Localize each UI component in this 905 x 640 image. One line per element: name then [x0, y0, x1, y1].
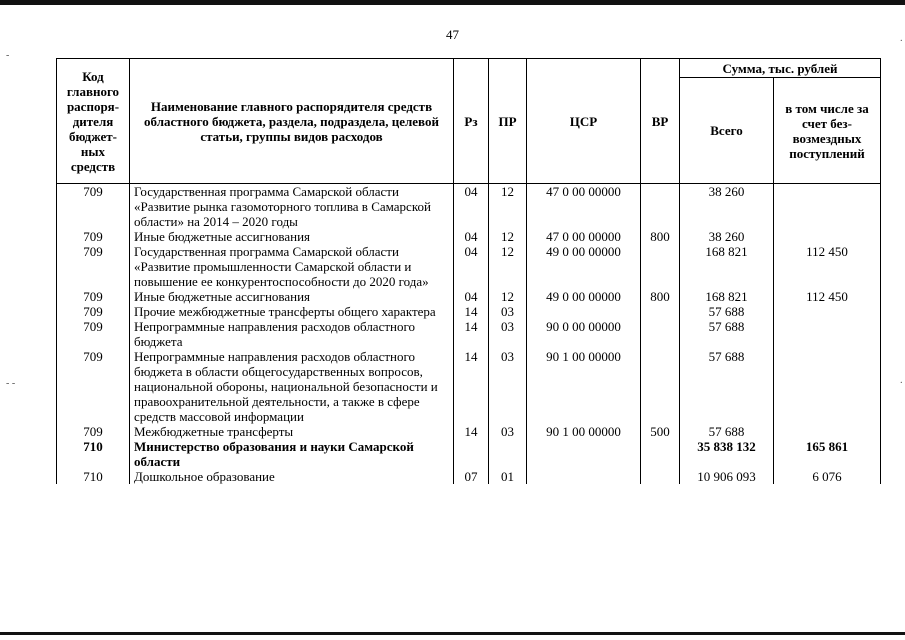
row-vr: 800: [641, 289, 680, 304]
row-code: 709: [57, 184, 130, 230]
row-csr: 49 0 00 00000: [527, 244, 641, 289]
row-name: Государственная программа Самарской области «Развитие промышленности Самарской области и повышение ее конкурентоспособности до 2020 года»: [130, 244, 454, 289]
row-code: 709: [57, 349, 130, 424]
row-pr: [489, 439, 527, 469]
row-gratuitous: 6 076: [774, 469, 881, 484]
row-total: 168 821: [680, 244, 774, 289]
row-csr: [527, 469, 641, 484]
row-vr: [641, 469, 680, 484]
bottom-border-line: [0, 632, 905, 635]
row-rz: 14: [454, 424, 489, 439]
row-rz: 14: [454, 319, 489, 349]
row-vr: 500: [641, 424, 680, 439]
row-csr: 49 0 00 00000: [527, 289, 641, 304]
row-rz: 04: [454, 289, 489, 304]
row-gratuitous: [774, 349, 881, 424]
row-code: 709: [57, 319, 130, 349]
table-row: [57, 439, 881, 469]
row-gratuitous: [774, 304, 881, 319]
header-code: Код главного распоря-дителя бюджет-ных средств: [57, 59, 130, 184]
row-csr: 47 0 00 00000: [527, 229, 641, 244]
row-rz: 14: [454, 304, 489, 319]
row-pr: 12: [489, 244, 527, 289]
edge-mark: -: [6, 50, 10, 61]
table-row: [57, 229, 881, 244]
row-csr: 90 0 00 00000: [527, 319, 641, 349]
row-pr: 12: [489, 229, 527, 244]
row-vr: [641, 304, 680, 319]
row-gratuitous: [774, 229, 881, 244]
header-pr: ПР: [489, 59, 527, 184]
edge-mark: ·: [899, 36, 903, 47]
row-pr: 12: [489, 184, 527, 230]
row-rz: 07: [454, 469, 489, 484]
row-rz: 14: [454, 349, 489, 424]
row-gratuitous: [774, 319, 881, 349]
row-pr: 03: [489, 424, 527, 439]
row-name: Непрограммные направления расходов областного бюджета в области общегосударственных вопросов, национальной обороны, национальной безопасности и правоохранительной деятельности, а также в сфере средств массовой информации: [130, 349, 454, 424]
row-name: Прочие межбюджетные трансферты общего характера: [130, 304, 454, 319]
row-pr: 03: [489, 304, 527, 319]
row-gratuitous: 112 450: [774, 289, 881, 304]
row-code: 710: [57, 469, 130, 484]
row-pr: 03: [489, 349, 527, 424]
row-gratuitous: 112 450: [774, 244, 881, 289]
row-name: Дошкольное образование: [130, 469, 454, 484]
table-row: [57, 289, 881, 304]
table-body: [57, 184, 881, 485]
row-code: 709: [57, 244, 130, 289]
row-gratuitous: 165 861: [774, 439, 881, 469]
row-total: 57 688: [680, 304, 774, 319]
row-gratuitous: [774, 184, 881, 230]
budget-table: [56, 58, 881, 484]
row-name: Иные бюджетные ассигнования: [130, 229, 454, 244]
table-row: [57, 349, 881, 424]
table-header: [57, 59, 881, 184]
table-row: [57, 469, 881, 484]
header-name: Наименование главного распорядителя средств областного бюджета, раздела, подраздела, целевой статьи, группы видов расходов: [130, 59, 454, 184]
edge-mark: ·: [899, 378, 903, 389]
row-vr: [641, 184, 680, 230]
row-rz: 04: [454, 229, 489, 244]
header-total: Всего: [680, 78, 774, 184]
header-vr: ВР: [641, 59, 680, 184]
header-rz: Рз: [454, 59, 489, 184]
row-total: 38 260: [680, 229, 774, 244]
row-vr: [641, 439, 680, 469]
header-csr: ЦСР: [527, 59, 641, 184]
row-code: 709: [57, 424, 130, 439]
row-code: 709: [57, 289, 130, 304]
row-vr: 800: [641, 229, 680, 244]
row-csr: [527, 304, 641, 319]
row-code: 709: [57, 304, 130, 319]
row-total: 168 821: [680, 289, 774, 304]
row-csr: 90 1 00 00000: [527, 424, 641, 439]
row-total: 57 688: [680, 319, 774, 349]
row-csr: 90 1 00 00000: [527, 349, 641, 424]
table-row: [57, 319, 881, 349]
row-name: Министерство образования и науки Самарской области: [130, 439, 454, 469]
row-total: 10 906 093: [680, 469, 774, 484]
row-csr: [527, 439, 641, 469]
row-total: 57 688: [680, 349, 774, 424]
row-rz: [454, 439, 489, 469]
row-name: Межбюджетные трансферты: [130, 424, 454, 439]
top-border-line: [0, 0, 905, 5]
table-row: [57, 424, 881, 439]
row-vr: [641, 349, 680, 424]
row-total: 38 260: [680, 184, 774, 230]
row-pr: 12: [489, 289, 527, 304]
header-gratuitous: в том числе за счет без-возмездных поступлений: [774, 78, 881, 184]
row-name: Государственная программа Самарской области «Развитие рынка газомоторного топлива в Самарской области» на 2014 – 2020 годы: [130, 184, 454, 230]
row-total: 57 688: [680, 424, 774, 439]
table-row: [57, 184, 881, 230]
row-gratuitous: [774, 424, 881, 439]
page-number: 47: [446, 27, 459, 42]
edge-mark: - -: [6, 378, 16, 389]
row-pr: 03: [489, 319, 527, 349]
row-name: Иные бюджетные ассигнования: [130, 289, 454, 304]
table-row: [57, 304, 881, 319]
row-rz: 04: [454, 244, 489, 289]
header-sum: Сумма, тыс. рублей: [680, 59, 881, 78]
row-pr: 01: [489, 469, 527, 484]
table-row: [57, 244, 881, 289]
row-rz: 04: [454, 184, 489, 230]
row-name: Непрограммные направления расходов областного бюджета: [130, 319, 454, 349]
row-code: 709: [57, 229, 130, 244]
row-total: 35 838 132: [680, 439, 774, 469]
row-vr: [641, 244, 680, 289]
row-code: 710: [57, 439, 130, 469]
row-vr: [641, 319, 680, 349]
row-csr: 47 0 00 00000: [527, 184, 641, 230]
